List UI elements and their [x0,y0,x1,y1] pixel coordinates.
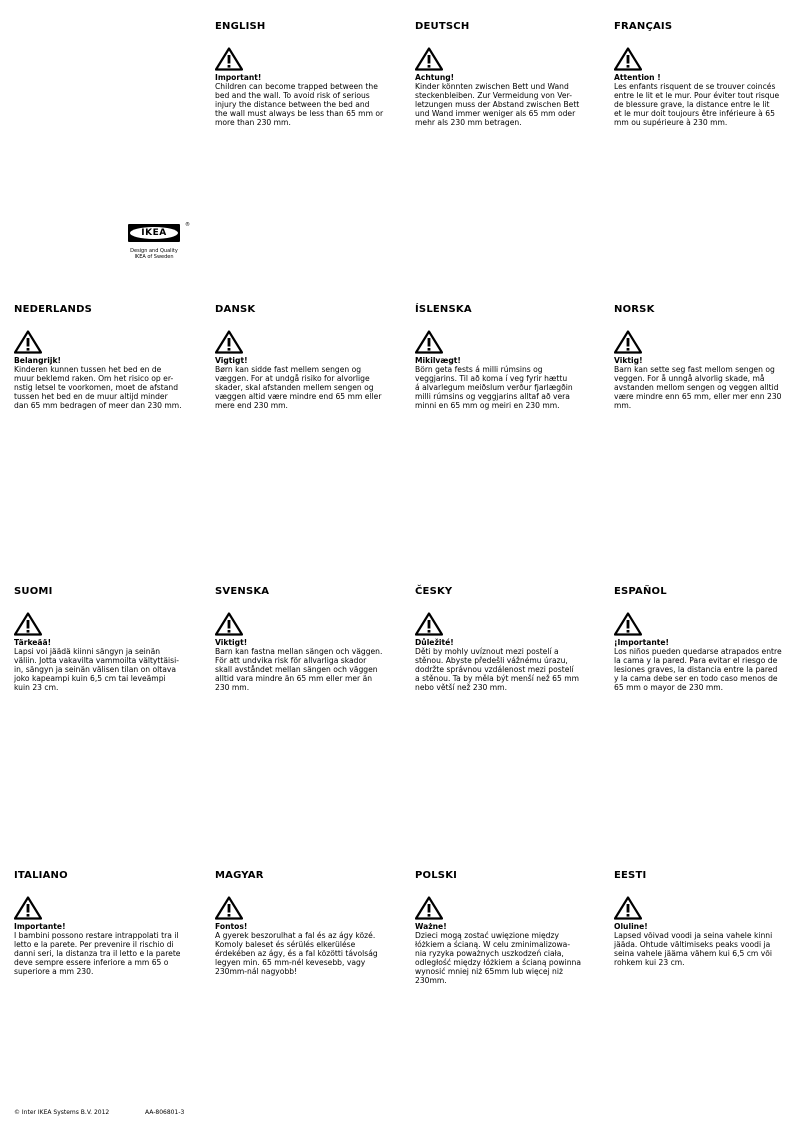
warning-label: Ważne! [415,922,447,931]
warning-label: Achtung! [415,73,455,82]
warning-triangle-icon [14,330,42,354]
language-heading: ENGLISH [215,21,266,32]
language-heading: EESTI [614,870,647,881]
warning-triangle-icon [614,47,642,71]
warning-text: Los niños pueden quedarse atrapados entre la cama y la pared. Para evitar el riesgo de lesiones graves, la distancia entre la pared y la cama debe ser en todo caso menos de 65 mm o mayor de 230 mm. [614,647,782,693]
warning-label: Attention ! [614,73,661,82]
warning-triangle-icon [215,330,243,354]
warning-section-suomi [14,586,194,706]
language-heading: SUOMI [14,586,53,597]
ikea-logo-text: IKEA [141,228,167,238]
warning-text: A gyerek beszorulhat a fal és az ágy közé. Komoly baleset és sérülés elkerülése érdekében az ágy, és a fal közötti távolság legyen min. 65 mm-nél kevesebb, vagy 230mm-nál nagyobb! [215,931,378,977]
warning-text: Lapsed võivad voodi ja seina vahele kinni jääda. Ohtude vältimiseks peaks voodi ja seina vahele jääma vähem kui 6,5 cm või rohkem kui 23 cm. [614,931,773,968]
warning-section-italiano [14,870,194,990]
warning-text: Barn kan fastna mellan sängen och väggen. För att undvika risk för allvarliga skador skall avståndet mellan sängen och väggen alltid vara mindre än 65 mm eller mer än 230 mm. [215,647,383,693]
ikea-logo-mark [128,222,190,242]
warning-triangle-icon [215,612,243,636]
language-heading: MAGYAR [215,870,264,881]
warning-section-cesky [415,586,595,706]
warning-text: Kinder könnten zwischen Bett und Wand steckenbleiben. Zur Vermeidung von Ver- letzungen muss der Abstand zwischen Bett und Wand immer weniger als 65 mm oder mehr als 230 mm betragen. [415,82,580,128]
document-code: AA-806801-3 [145,1109,185,1116]
warning-text: Barn kan sette seg fast mellom sengen og veggen. For å unngå alvorlig skade, må avstanden mellom sengen og veggen alltid være mindre enn 65 mm, eller mer enn 230 mm. [614,365,782,411]
language-heading: NORSK [614,304,655,315]
warning-section-norsk [614,304,794,424]
warning-label: Mikilvægt! [415,356,461,365]
warning-label: Viktigt! [215,638,248,647]
warning-text: Les enfants risquent de se trouver coincés entre le lit et le mur. Pour éviter tout risque de blessure grave, la distance entre le lit et le mur doit toujours être inférieure à 65 mm ou supérieure à 230 mm. [614,82,780,128]
tagline-line-1: Design and Quality [130,248,178,254]
language-heading: ESPAÑOL [614,586,667,597]
warning-section-svenska [215,586,395,706]
warning-triangle-icon [415,896,443,920]
warning-label: Belangrijk! [14,356,61,365]
ikea-logo [124,224,188,260]
warning-triangle-icon [415,47,443,71]
warning-triangle-icon [614,896,642,920]
warning-section-francais [614,21,794,141]
language-heading: ÍSLENSKA [415,304,472,315]
warning-section-english [215,21,395,141]
warning-section-nederlands [14,304,194,424]
warning-triangle-icon [415,612,443,636]
warning-section-espanol [614,586,794,706]
language-heading: FRANÇAIS [614,21,673,32]
warning-text: Děti by mohly uvíznout mezi postelí a stěnou. Abyste předešli vážnému úrazu, dodržte správnou vzdálenost mezi postelí a stěnou. Ta by měla být menší než 65 mm nebo větší než 230 mm. [415,647,580,693]
warning-triangle-icon [14,896,42,920]
warning-label: Tärkeää! [14,638,52,647]
warning-label: Viktig! [614,356,643,365]
warning-section-islenska [415,304,595,424]
language-heading: ČESKY [415,586,453,597]
language-heading: DANSK [215,304,256,315]
warning-text: Lapsi voi jäädä kiinni sängyn ja seinän väliin. Jotta vakavilta vammoilta vältyttäisi- in, sängyn ja seinän välisen tilan on oltava joko kapeampi kuin 6,5 cm tai leveämpi kuin 23 cm. [14,647,179,693]
warning-triangle-icon [215,47,243,71]
warning-label: Importante! [14,922,66,931]
warning-triangle-icon [614,612,642,636]
warning-triangle-icon [614,330,642,354]
copyright: © Inter IKEA Systems B.V. 2012 [14,1109,110,1116]
warning-text: Dzieci mogą zostać uwięzione między łóżkiem a ścianą. W celu zminimalizowa- nia ryzyka poważnych uszkodzeń ciała, odległość między łóżkiem a ścianą powinna wynosić mniej niż 65mm lub więcej niż 230mm. [415,931,581,986]
warning-section-deutsch [415,21,595,141]
warning-triangle-icon [215,896,243,920]
warning-label: Oluline! [614,922,648,931]
warning-section-dansk [215,304,395,424]
warning-section-polski [415,870,595,990]
warning-triangle-icon [14,612,42,636]
tagline-line-2: IKEA of Sweden [134,254,174,260]
language-heading: SVENSKA [215,586,270,597]
warning-label: Important! [215,73,262,82]
warning-section-magyar [215,870,395,990]
warning-text: Börn geta fests á milli rúmsins og veggjarins. Til að koma í veg fyrir hættu á alvarlegum meiðslum verður fjarlægðin milli rúmsins og veggjarins alltaf að vera minni en 65 mm og meiri en 230 mm. [415,365,573,411]
language-heading: NEDERLANDS [14,304,93,315]
language-heading: ITALIANO [14,870,68,881]
warning-triangle-icon [415,330,443,354]
warning-text: Børn kan sidde fast mellem sengen og væggen. For at undgå risiko for alvorlige skader, skal afstanden mellem sengen og væggen altid være mindre end 65 mm eller mere end 230 mm. [215,365,382,411]
language-heading: DEUTSCH [415,21,470,32]
warning-text: Children can become trapped between the bed and the wall. To avoid risk of serious injury the distance between the bed and the wall must always be less than 65 mm or more than 230 mm. [215,82,384,128]
warning-label: Důležité! [415,638,454,647]
warning-text: Kinderen kunnen tussen het bed en de muur beklemd raken. Om het risico op er- nstig letsel te voorkomen, moet de afstand tussen het bed en de muur altijd minder dan 65 mm bedragen of meer dan 230 mm. [14,365,182,411]
registered-mark-icon: ® [185,222,190,228]
warning-section-eesti [614,870,794,990]
ikea-tagline [124,248,184,260]
language-heading: POLSKI [415,870,458,881]
warning-label: Vigtigt! [215,356,248,365]
warning-label: Fontos! [215,922,248,931]
warning-label: ¡Importante! [614,638,670,647]
warning-text: I bambini possono restare intrappolati tra il letto e la parete. Per prevenire il rischio di danni seri, la distanza tra il letto e la parete deve sempre essere inferiore a mm 65 o superiore a mm 230. [14,931,181,977]
